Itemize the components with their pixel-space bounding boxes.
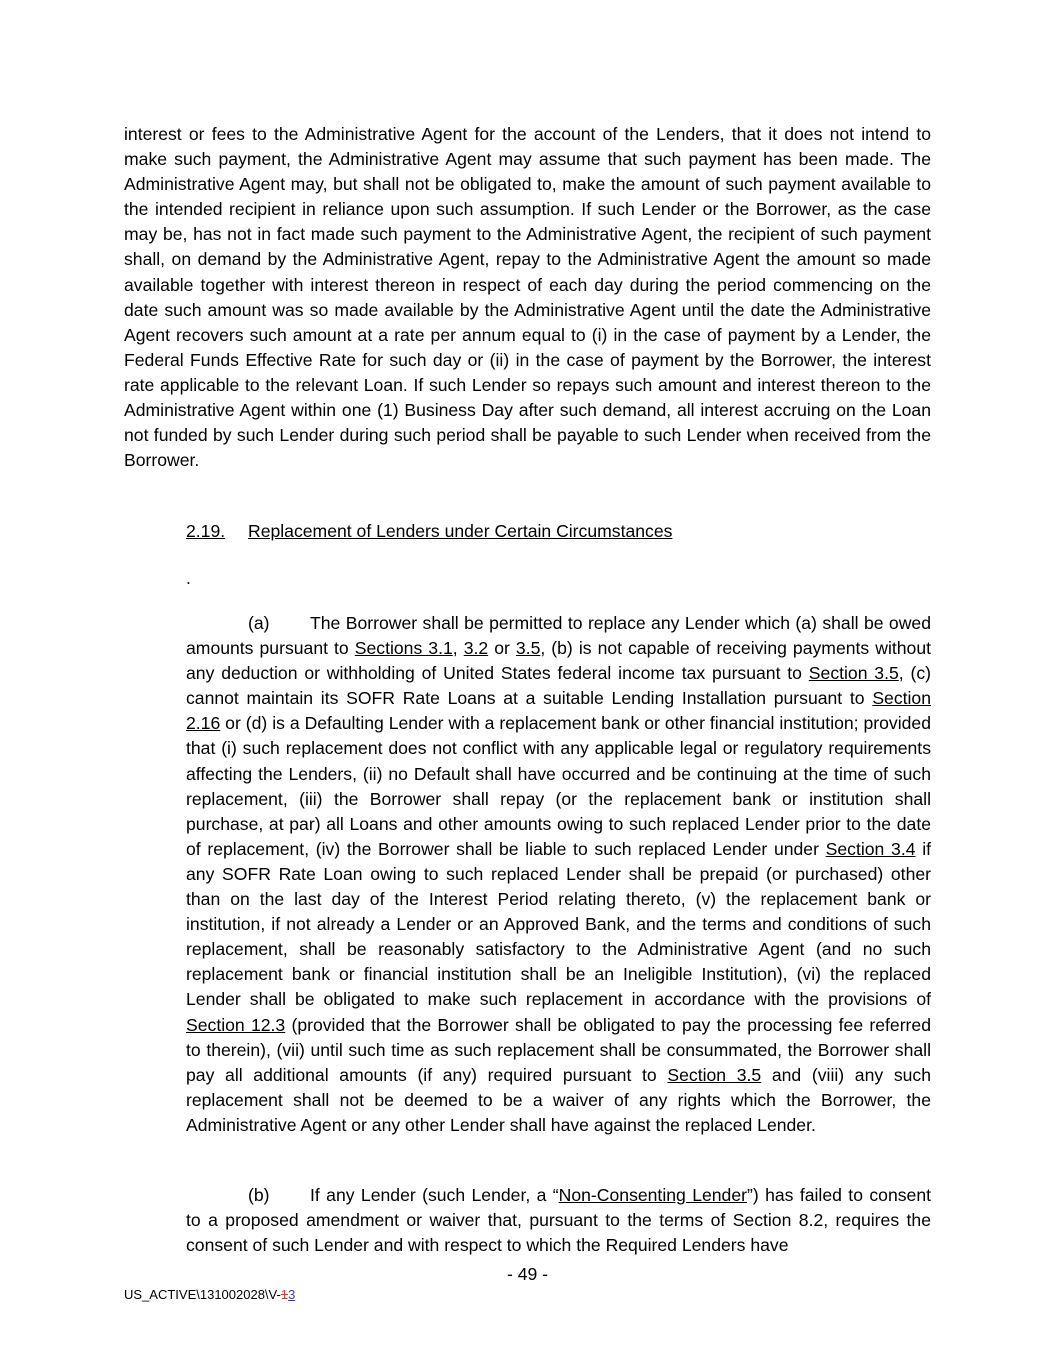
page-number: - 49 - xyxy=(506,1264,549,1284)
section-reference: Sections 3.1 xyxy=(354,638,453,659)
paragraph-b xyxy=(186,1183,931,1258)
paragraph-a-text: , (b) is not capable of receiving payments without any deduction or withholding of United States federal income tax pursuant to xyxy=(186,638,931,684)
paragraph-a-text: if any SOFR Rate Loan owing to such replaced Lender shall be prepaid (or purchased) other than on the last day of the Interest Period relating thereto, (v) the replacement bank or institution, if not already a Lender or an Approved Bank, and the terms and conditions of such replacement, shall be reasonably satisfactory to the Administrative Agent (and no such replacement bank or financial institution shall be an Ineligible Institution), (vi) the replaced Lender shall be obligated to make such replacement in accordance with the provisions of xyxy=(186,838,931,1010)
section-number: 2.19. xyxy=(186,521,226,541)
stray-period: . xyxy=(186,568,191,588)
inserted-version: 3 xyxy=(288,1287,296,1302)
deleted-version: 1 xyxy=(280,1287,289,1302)
paragraph-a-text: , (c) cannot maintain its SOFR Rate Loans at a suitable Lending Installation pursuant to xyxy=(186,663,931,709)
section-title: Replacement of Lenders under Certain Circumstances xyxy=(248,521,673,541)
paragraph-a-text: , xyxy=(452,638,464,659)
section-reference: Section 3.5 xyxy=(808,663,899,684)
section-reference: Section 3.5 xyxy=(667,1064,762,1085)
section-reference: Section 12.3 xyxy=(186,1014,286,1035)
paragraph-a xyxy=(186,611,931,1138)
section-reference: 3.2 xyxy=(463,638,489,659)
paragraph-a-text: (provided that the Borrower shall be obligated to pay the processing fee referred to therein), (vii) until such time as such replacement shall be consummated, the Borrower shall pay all additional amounts (if any) required pursuant to xyxy=(186,1014,931,1085)
section-reference: 3.5 xyxy=(515,638,541,659)
paragraph-a-label: (a) xyxy=(248,613,270,633)
paragraph-b-label: (b) xyxy=(248,1185,270,1205)
paragraph-a-text: The Borrower shall be permitted to replace any Lender which (a) shall be owed amounts pursuant to xyxy=(186,613,931,659)
section-heading xyxy=(186,519,672,544)
section-reference: Section 2.16 xyxy=(186,688,931,734)
defined-term: Non-Consenting Lender xyxy=(558,1185,747,1205)
paragraph-a-text: or (d) is a Defaulting Lender with a replacement bank or other financial institution; provided that (i) such replacement does not conflict with any applicable legal or regulatory requirements affecting the Lenders, (ii) no Default shall have occurred and be continuing at the time of such replacement, (iii) the Borrower shall repay (or the replacement bank or institution shall purchase, at par) all Loans and other amounts owing to such replaced Lender prior to the date of replacement, (iv) the Borrower shall be liable to such replaced Lender under xyxy=(186,713,931,859)
document-footer-id xyxy=(124,1287,295,1303)
section-reference: Section 3.4 xyxy=(825,838,916,859)
paragraph-intro: interest or fees to the Administrative Agent for the account of the Lenders, that it does not intend to make such payment, the Administrative Agent may assume that such payment has been made. The Administrative Agent may, but shall not be obligated to, make the amount of such payment available to the intended recipient in reliance upon such assumption. If such Lender or the Borrower, as the case may be, has not in fact made such payment to the Administrative Agent, the recipient of such payment shall, on demand by the Administrative Agent, repay to the Administrative Agent the amount so made available together with interest thereon in respect of each day during the period commencing on the date such amount was so made available by the Administrative Agent until the date the Administrative Agent recovers such amount at a rate per annum equal to (i) in the case of payment by a Lender, the Federal Funds Effective Rate for such day or (ii) in the case of payment by the Borrower, the interest rate applicable to the relevant Loan. If such Lender so repays such amount and interest thereon to the Administrative Agent within one (1) Business Day after such demand, all interest accruing on the Loan not funded by such Lender during such period shall be payable to such Lender when received from the Borrower. xyxy=(124,124,931,471)
paragraph-b-text: If any Lender (such Lender, a “ xyxy=(310,1185,559,1205)
doc-id: US_ACTIVE\131002028\V- xyxy=(124,1287,281,1302)
paragraph-a-text: or xyxy=(488,638,516,659)
paragraph-a-text: and (viii) any such replacement shall not be deemed to be a waiver of any rights which the Borrower, the Administrative Agent or any other Lender shall have against the replaced Lender. xyxy=(186,1064,931,1135)
paragraph-b-text: ”) has failed to consent to a proposed amendment or waiver that, pursuant to the terms of Section 8.2, requires the consent of such Lender and with respect to which the Required Lenders have xyxy=(186,1185,931,1256)
